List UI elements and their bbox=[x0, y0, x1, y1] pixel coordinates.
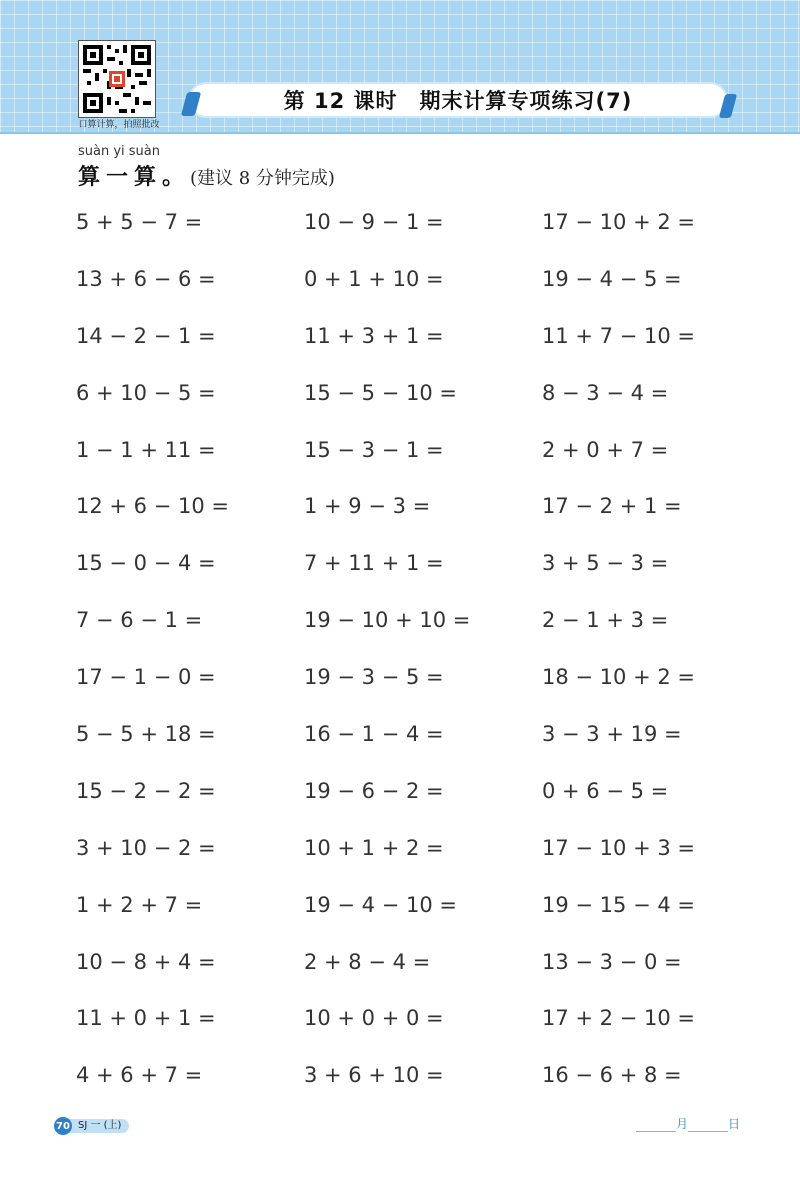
problem: 8 − 3 − 4 = bbox=[542, 380, 669, 405]
page-footer-left bbox=[54, 1117, 129, 1135]
instruction-main: 算一算。 bbox=[78, 165, 191, 190]
qr-caption: 口算计算，拍照批改 bbox=[78, 120, 160, 130]
problem-row bbox=[76, 779, 776, 836]
problem: 15 − 2 − 2 = bbox=[76, 778, 216, 803]
problem-row bbox=[76, 551, 776, 608]
problem: 3 + 10 − 2 = bbox=[76, 835, 216, 860]
problem: 5 − 5 + 18 = bbox=[76, 722, 216, 747]
problem-row bbox=[76, 608, 776, 665]
problem: 10 + 0 + 0 = bbox=[304, 1006, 444, 1031]
problem: 15 − 3 − 1 = bbox=[304, 437, 444, 462]
problem: 1 + 2 + 7 = bbox=[76, 892, 203, 917]
problem: 1 − 1 + 11 = bbox=[76, 437, 216, 462]
day-label: 日 bbox=[728, 1117, 741, 1131]
problem-row bbox=[76, 950, 776, 1007]
problem: 19 − 3 − 5 = bbox=[304, 665, 444, 690]
problem: 4 + 6 + 7 = bbox=[76, 1063, 203, 1088]
problem-row bbox=[76, 665, 776, 722]
instruction-note: (建议 8 分钟完成) bbox=[190, 168, 335, 189]
problem: 7 + 11 + 1 = bbox=[304, 551, 444, 576]
problem: 13 − 3 − 0 = bbox=[542, 949, 682, 974]
problem: 15 − 5 − 10 = bbox=[304, 380, 457, 405]
problem-row bbox=[76, 494, 776, 551]
problem: 10 + 1 + 2 = bbox=[304, 835, 444, 860]
problem: 5 + 5 − 7 = bbox=[76, 210, 203, 234]
problem: 3 + 6 + 10 = bbox=[304, 1063, 444, 1088]
problem: 6 + 10 − 5 = bbox=[76, 380, 216, 405]
problem: 10 − 8 + 4 = bbox=[76, 949, 216, 974]
month-label: 月 bbox=[676, 1117, 689, 1131]
problem: 3 − 3 + 19 = bbox=[542, 722, 682, 747]
problem: 19 − 15 − 4 = bbox=[542, 892, 695, 917]
problem-row bbox=[76, 1006, 776, 1063]
problem: 11 + 0 + 1 = bbox=[76, 1006, 216, 1031]
page-number: 70 bbox=[54, 1117, 72, 1135]
problem: 17 + 2 − 10 = bbox=[542, 1006, 695, 1031]
qr-code[interactable] bbox=[78, 40, 156, 118]
problem-row bbox=[76, 893, 776, 950]
date-fields bbox=[636, 1115, 740, 1132]
problem: 1 + 9 − 3 = bbox=[304, 494, 431, 519]
problem: 17 − 2 + 1 = bbox=[542, 494, 682, 519]
problem: 13 + 6 − 6 = bbox=[76, 266, 216, 291]
problem-row bbox=[76, 1063, 776, 1120]
problem: 19 − 6 − 2 = bbox=[304, 778, 444, 803]
edition-label: SJ 一 (上) bbox=[68, 1119, 129, 1133]
problem: 0 + 1 + 10 = bbox=[304, 266, 444, 291]
problem-row bbox=[76, 836, 776, 893]
instruction-line bbox=[78, 160, 335, 191]
problem: 2 + 8 − 4 = bbox=[304, 949, 431, 974]
problem: 12 + 6 − 10 = bbox=[76, 494, 229, 519]
instruction-pinyin: suàn yi suàn bbox=[78, 144, 161, 159]
problem: 17 − 10 + 2 = bbox=[542, 210, 695, 234]
page-title: 第 12 课时 期末计算专项练习(7) bbox=[283, 89, 633, 113]
problem: 15 − 0 − 4 = bbox=[76, 551, 216, 576]
problem: 10 − 9 − 1 = bbox=[304, 210, 444, 234]
problem: 18 − 10 + 2 = bbox=[542, 665, 695, 690]
problem-row bbox=[76, 722, 776, 779]
problem: 2 + 0 + 7 = bbox=[542, 437, 669, 462]
month-blank[interactable] bbox=[636, 1117, 676, 1132]
problem: 14 − 2 − 1 = bbox=[76, 323, 216, 348]
problem: 11 + 3 + 1 = bbox=[304, 323, 444, 348]
problem-grid bbox=[76, 210, 776, 1120]
problem: 3 + 5 − 3 = bbox=[542, 551, 669, 576]
problem-row bbox=[76, 381, 776, 438]
problem: 7 − 6 − 1 = bbox=[76, 608, 203, 633]
day-blank[interactable] bbox=[688, 1117, 728, 1132]
problem: 16 − 6 + 8 = bbox=[542, 1063, 682, 1088]
page-header bbox=[0, 0, 800, 134]
problem: 16 − 1 − 4 = bbox=[304, 722, 444, 747]
problem: 19 − 10 + 10 = bbox=[304, 608, 471, 633]
problem-row bbox=[76, 210, 776, 267]
problem: 19 − 4 − 10 = bbox=[304, 892, 457, 917]
problem: 19 − 4 − 5 = bbox=[542, 266, 682, 291]
title-banner bbox=[190, 84, 726, 116]
problem-row bbox=[76, 267, 776, 324]
problem-row bbox=[76, 438, 776, 495]
problem: 0 + 6 − 5 = bbox=[542, 778, 669, 803]
problem: 17 − 10 + 3 = bbox=[542, 835, 695, 860]
problem: 11 + 7 − 10 = bbox=[542, 323, 695, 348]
problem: 17 − 1 − 0 = bbox=[76, 665, 216, 690]
qr-code-icon bbox=[79, 41, 155, 117]
problem-row bbox=[76, 324, 776, 381]
problem: 2 − 1 + 3 = bbox=[542, 608, 669, 633]
